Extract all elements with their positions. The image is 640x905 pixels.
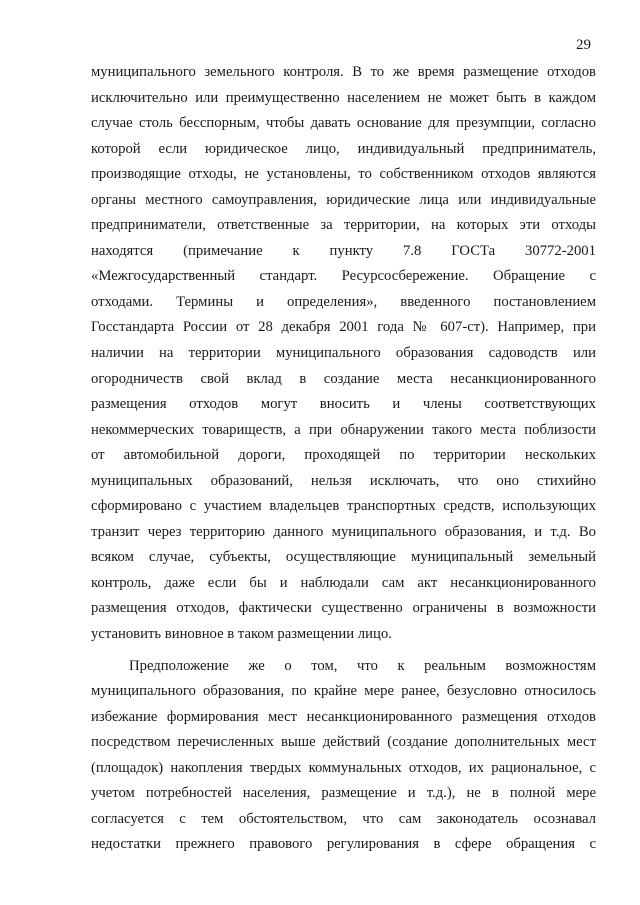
text-line: находятся (примечание к пункту 7.8 ГОСТа 30772-2001 <box>91 242 596 259</box>
text-line: от автомобильной дороги, проходящей по территории нескольких <box>91 447 596 464</box>
text-line: Предположение же о том, что к реальным возможностям <box>129 657 596 674</box>
text-line: исключительно или преимущественно населением не может быть в каждом <box>91 89 596 106</box>
text-line: муниципального земельного контроля. В то же время размещение отходов <box>91 64 596 80</box>
text-line: сформировано с участием владельцев транспортных средств, использующих <box>91 498 596 515</box>
paragraph-2 <box>91 654 596 858</box>
text-line: контроль, даже если бы и наблюдали сам акт несанкционированного <box>91 574 596 591</box>
text-line: предприниматели, ответственные за территории, на которых эти отходы <box>91 217 596 234</box>
text-line: размещения отходов, фактически существенно ограничены в возможности <box>91 600 596 617</box>
text-line: размещения отходов могут вносить и члены соответствующих <box>91 396 596 413</box>
text-line: Госстандарта России от 28 декабря 2001 года № 607-ст). Например, при <box>91 319 596 336</box>
text-line: (площадок) накопления твердых коммунальных отходов, их рациональное, с <box>91 759 596 776</box>
text-line: огородничеств свой вклад в создание места несанкционированного <box>91 370 596 387</box>
text-line: которой если юридическое лицо, индивидуальный предприниматель, <box>91 140 596 157</box>
text-line: согласуется с тем обстоятельством, что сам законодатель осознавал <box>91 810 596 827</box>
text-line: избежание формирования мест несанкционированного размещения отходов <box>91 708 596 725</box>
text-line: муниципальных образований, нельзя исключать, что оно стихийно <box>91 472 596 489</box>
text-line: случае столь бесспорным, чтобы давать основание для презумпции, согласно <box>91 115 596 132</box>
document-body <box>91 60 596 858</box>
text-line: органы местного самоуправления, юридические лица или индивидуальные <box>91 191 596 208</box>
page-number: 29 <box>576 37 591 53</box>
text-line: установить виновное в таком размещении лицо. <box>91 626 392 643</box>
text-line: всяком случае, субъекты, осуществляющие муниципальный земельный <box>91 549 596 566</box>
text-line: отходами. Термины и определения», введенного постановлением <box>91 293 596 310</box>
text-line: посредством перечисленных выше действий (создание дополнительных мест <box>91 734 596 751</box>
text-line: учетом потребностей населения, размещение и т.д.), не в полной мере <box>91 785 596 802</box>
text-line: некоммерческих товариществ, а при обнаружении такого места поблизости <box>91 421 596 438</box>
text-line: транзит через территорию данного муниципального образования, и т.д. Во <box>91 523 596 540</box>
paragraph-1 <box>91 60 596 648</box>
text-line: недостатки прежнего правового регулирования в сфере обращения с <box>91 836 596 853</box>
text-line: «Межгосударственный стандарт. Ресурсосбережение. Обращение с <box>91 268 596 285</box>
text-line: производящие отходы, не установлены, то собственником отходов являются <box>91 166 596 183</box>
text-line: наличии на территории муниципального образования садоводств или <box>91 345 596 362</box>
text-line: муниципального образования, по крайне мере ранее, безусловно относилось <box>91 683 596 700</box>
